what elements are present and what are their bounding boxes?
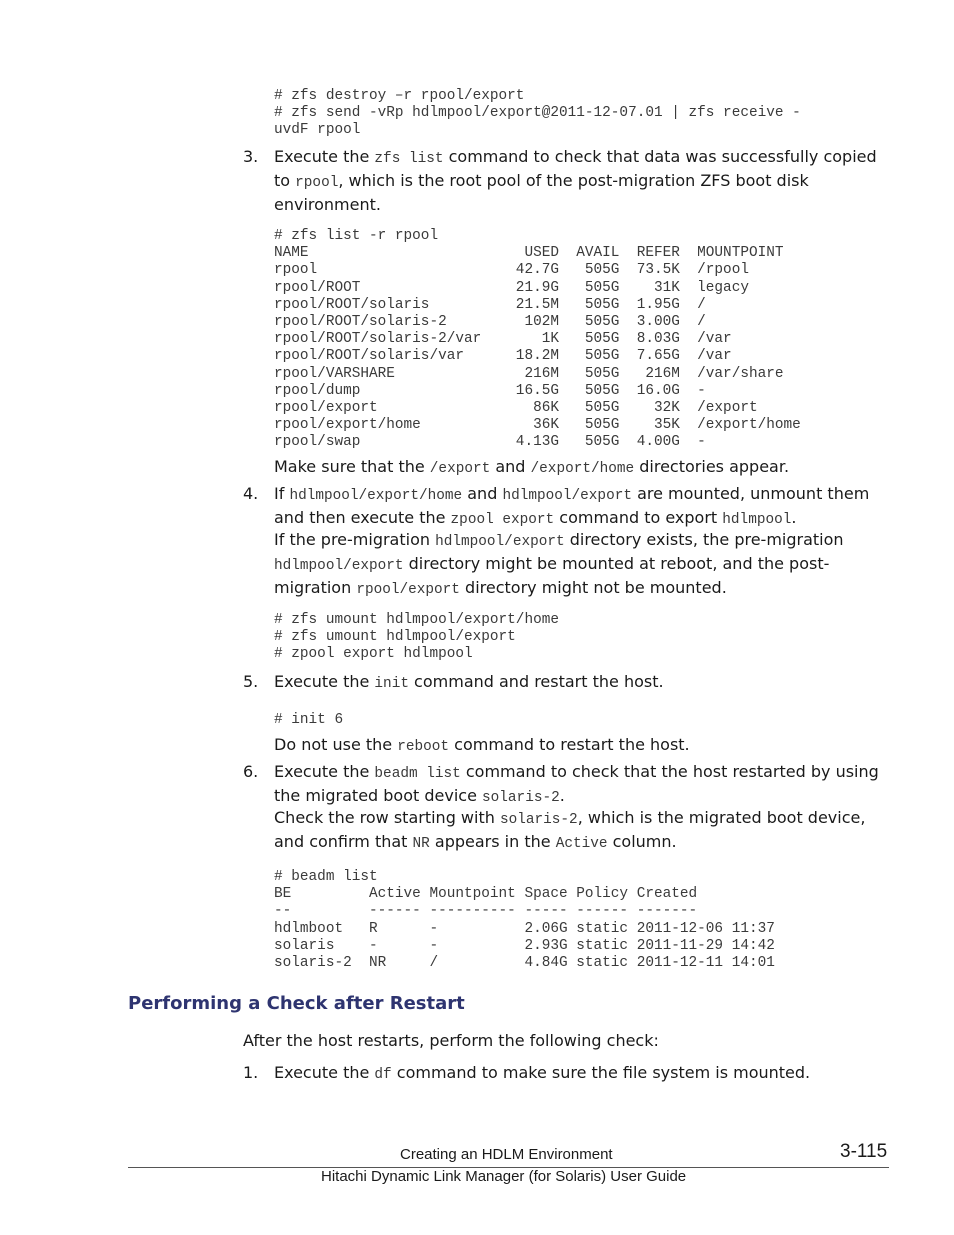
inline-code: Active [555, 836, 608, 852]
step-5-text [274, 671, 884, 695]
section-intro: After the host restarts, perform the following check: [243, 1031, 659, 1050]
note-reboot [274, 734, 884, 758]
text-run: If the pre-migration [274, 530, 436, 549]
check-1-text [274, 1062, 884, 1086]
inline-code: zfs list [374, 151, 444, 167]
text-run: . [559, 786, 565, 805]
text-run: command to export [554, 508, 723, 527]
inline-code: zpool export [450, 512, 555, 528]
text-run: command and restart the host. [408, 672, 664, 691]
footer-guide-title: Hitachi Dynamic Link Manager (for Solaris) User Guide [321, 1168, 687, 1185]
text-run: directory might not be mounted. [459, 578, 727, 597]
text-run: column. [607, 832, 677, 851]
step-3-text [274, 146, 884, 215]
inline-code: hdlmpool/export/home [289, 488, 463, 504]
text-run: Execute the [274, 1063, 375, 1082]
text-run: appears in the [429, 832, 556, 851]
code-block-zfs-list: # zfs list -r rpool NAME USED AVAIL REFER MOUNTPOINT rpool 42.7G 505G 73.5K /rpool rpool/ROOT 21.9G 505G 31K legacy rpool/ROOT/solaris 21.5M 505G 1.95G / rpool/ROOT/solaris-2 102M 505G 3.00G / rpool/ROOT/solaris-2/var 1K 505G 8.03G /var rpool/ROOT/solaris/var 18.2M 505G 7.65G /var rpool/VARSHARE 216M 505G 216M /var/share rpool/dump 16.5G 505G 16.0G - rpool/export 86K 505G 32K /export rpool/export/home 36K 505G 35K /export/home rpool/swap 4.13G 505G 4.00G - [274, 228, 801, 451]
text-run: Do not use the [274, 735, 398, 754]
text-run: and [490, 457, 531, 476]
inline-code: hdlmpool [722, 512, 792, 528]
text-run: Execute the [274, 672, 375, 691]
text-run: and [462, 484, 503, 503]
text-run: directory exists, the pre-migration [564, 530, 844, 549]
text-run: Execute the [274, 762, 375, 781]
step-number-4: 4. [243, 484, 259, 503]
inline-code: solaris-2 [482, 790, 560, 806]
check-number-1: 1. [243, 1063, 259, 1082]
inline-code: NR [412, 836, 430, 852]
code-block-init: # init 6 [274, 712, 344, 728]
section-heading: Performing a Check after Restart [128, 993, 465, 1014]
text-run: directories appear. [634, 457, 790, 476]
text-run: Check the row starting with [274, 808, 500, 827]
inline-code: rpool/export [356, 582, 460, 598]
page-number: 3-115 [840, 1141, 888, 1162]
inline-code: /export/home [530, 461, 635, 477]
inline-code: df [374, 1067, 392, 1083]
text-run: Execute the [274, 147, 375, 166]
inline-code: beadm list [374, 766, 461, 782]
note-pre-migration [274, 529, 884, 601]
inline-code: rpool [295, 175, 339, 191]
footer-section-title: Creating an HDLM Environment [400, 1146, 613, 1163]
inline-code: hdlmpool/export [502, 488, 632, 504]
step-6-text [274, 761, 884, 809]
note-export-dirs [274, 456, 884, 480]
text-run: If [274, 484, 290, 503]
code-block-zfs-send: # zfs destroy –r rpool/export # zfs send -vRp hdlmpool/export@2011-12-07.01 | zfs receive - uvdF rpool [274, 88, 801, 139]
note-solaris-2 [274, 807, 884, 855]
inline-code: hdlmpool/export [274, 558, 404, 574]
step-4-text [274, 483, 884, 531]
text-run: directory might be mounted at reboot, and the post-migration [274, 554, 830, 597]
step-number-6: 6. [243, 762, 259, 781]
text-run: are mounted, unmount them and then execute the [274, 484, 870, 527]
inline-code: reboot [397, 739, 450, 755]
text-run: command to check that the host restarted by using the migrated boot device [274, 762, 879, 805]
text-run: , which is the migrated boot device, and confirm that [274, 808, 866, 851]
code-block-umount: # zfs umount hdlmpool/export/home # zfs umount hdlmpool/export # zpool export hdlmpool [274, 612, 559, 663]
inline-code: hdlmpool/export [435, 534, 565, 550]
step-number-3: 3. [243, 147, 259, 166]
inline-code: /export [429, 461, 491, 477]
text-run: Make sure that the [274, 457, 430, 476]
text-run: . [791, 508, 797, 527]
inline-code: init [374, 676, 409, 692]
inline-code: solaris-2 [499, 812, 578, 828]
text-run: command to make sure the file system is mounted. [391, 1063, 811, 1082]
text-run: command to restart the host. [449, 735, 690, 754]
code-block-beadm: # beadm list BE Active Mountpoint Space Policy Created -- ------ ---------- ----- ------ ------- hdlmboot R - 2.06G static 2011-12-06 11:37 solaris - - 2.93G static 2011-11-29 14:42 solaris-2 NR / 4.84G static 2011-12-11 14:01 [274, 869, 775, 972]
text-run: command to check that data was successfully copied to [274, 147, 877, 190]
text-run: , which is the root pool of the post-migration ZFS boot disk environment. [274, 171, 809, 214]
step-number-5: 5. [243, 672, 259, 691]
